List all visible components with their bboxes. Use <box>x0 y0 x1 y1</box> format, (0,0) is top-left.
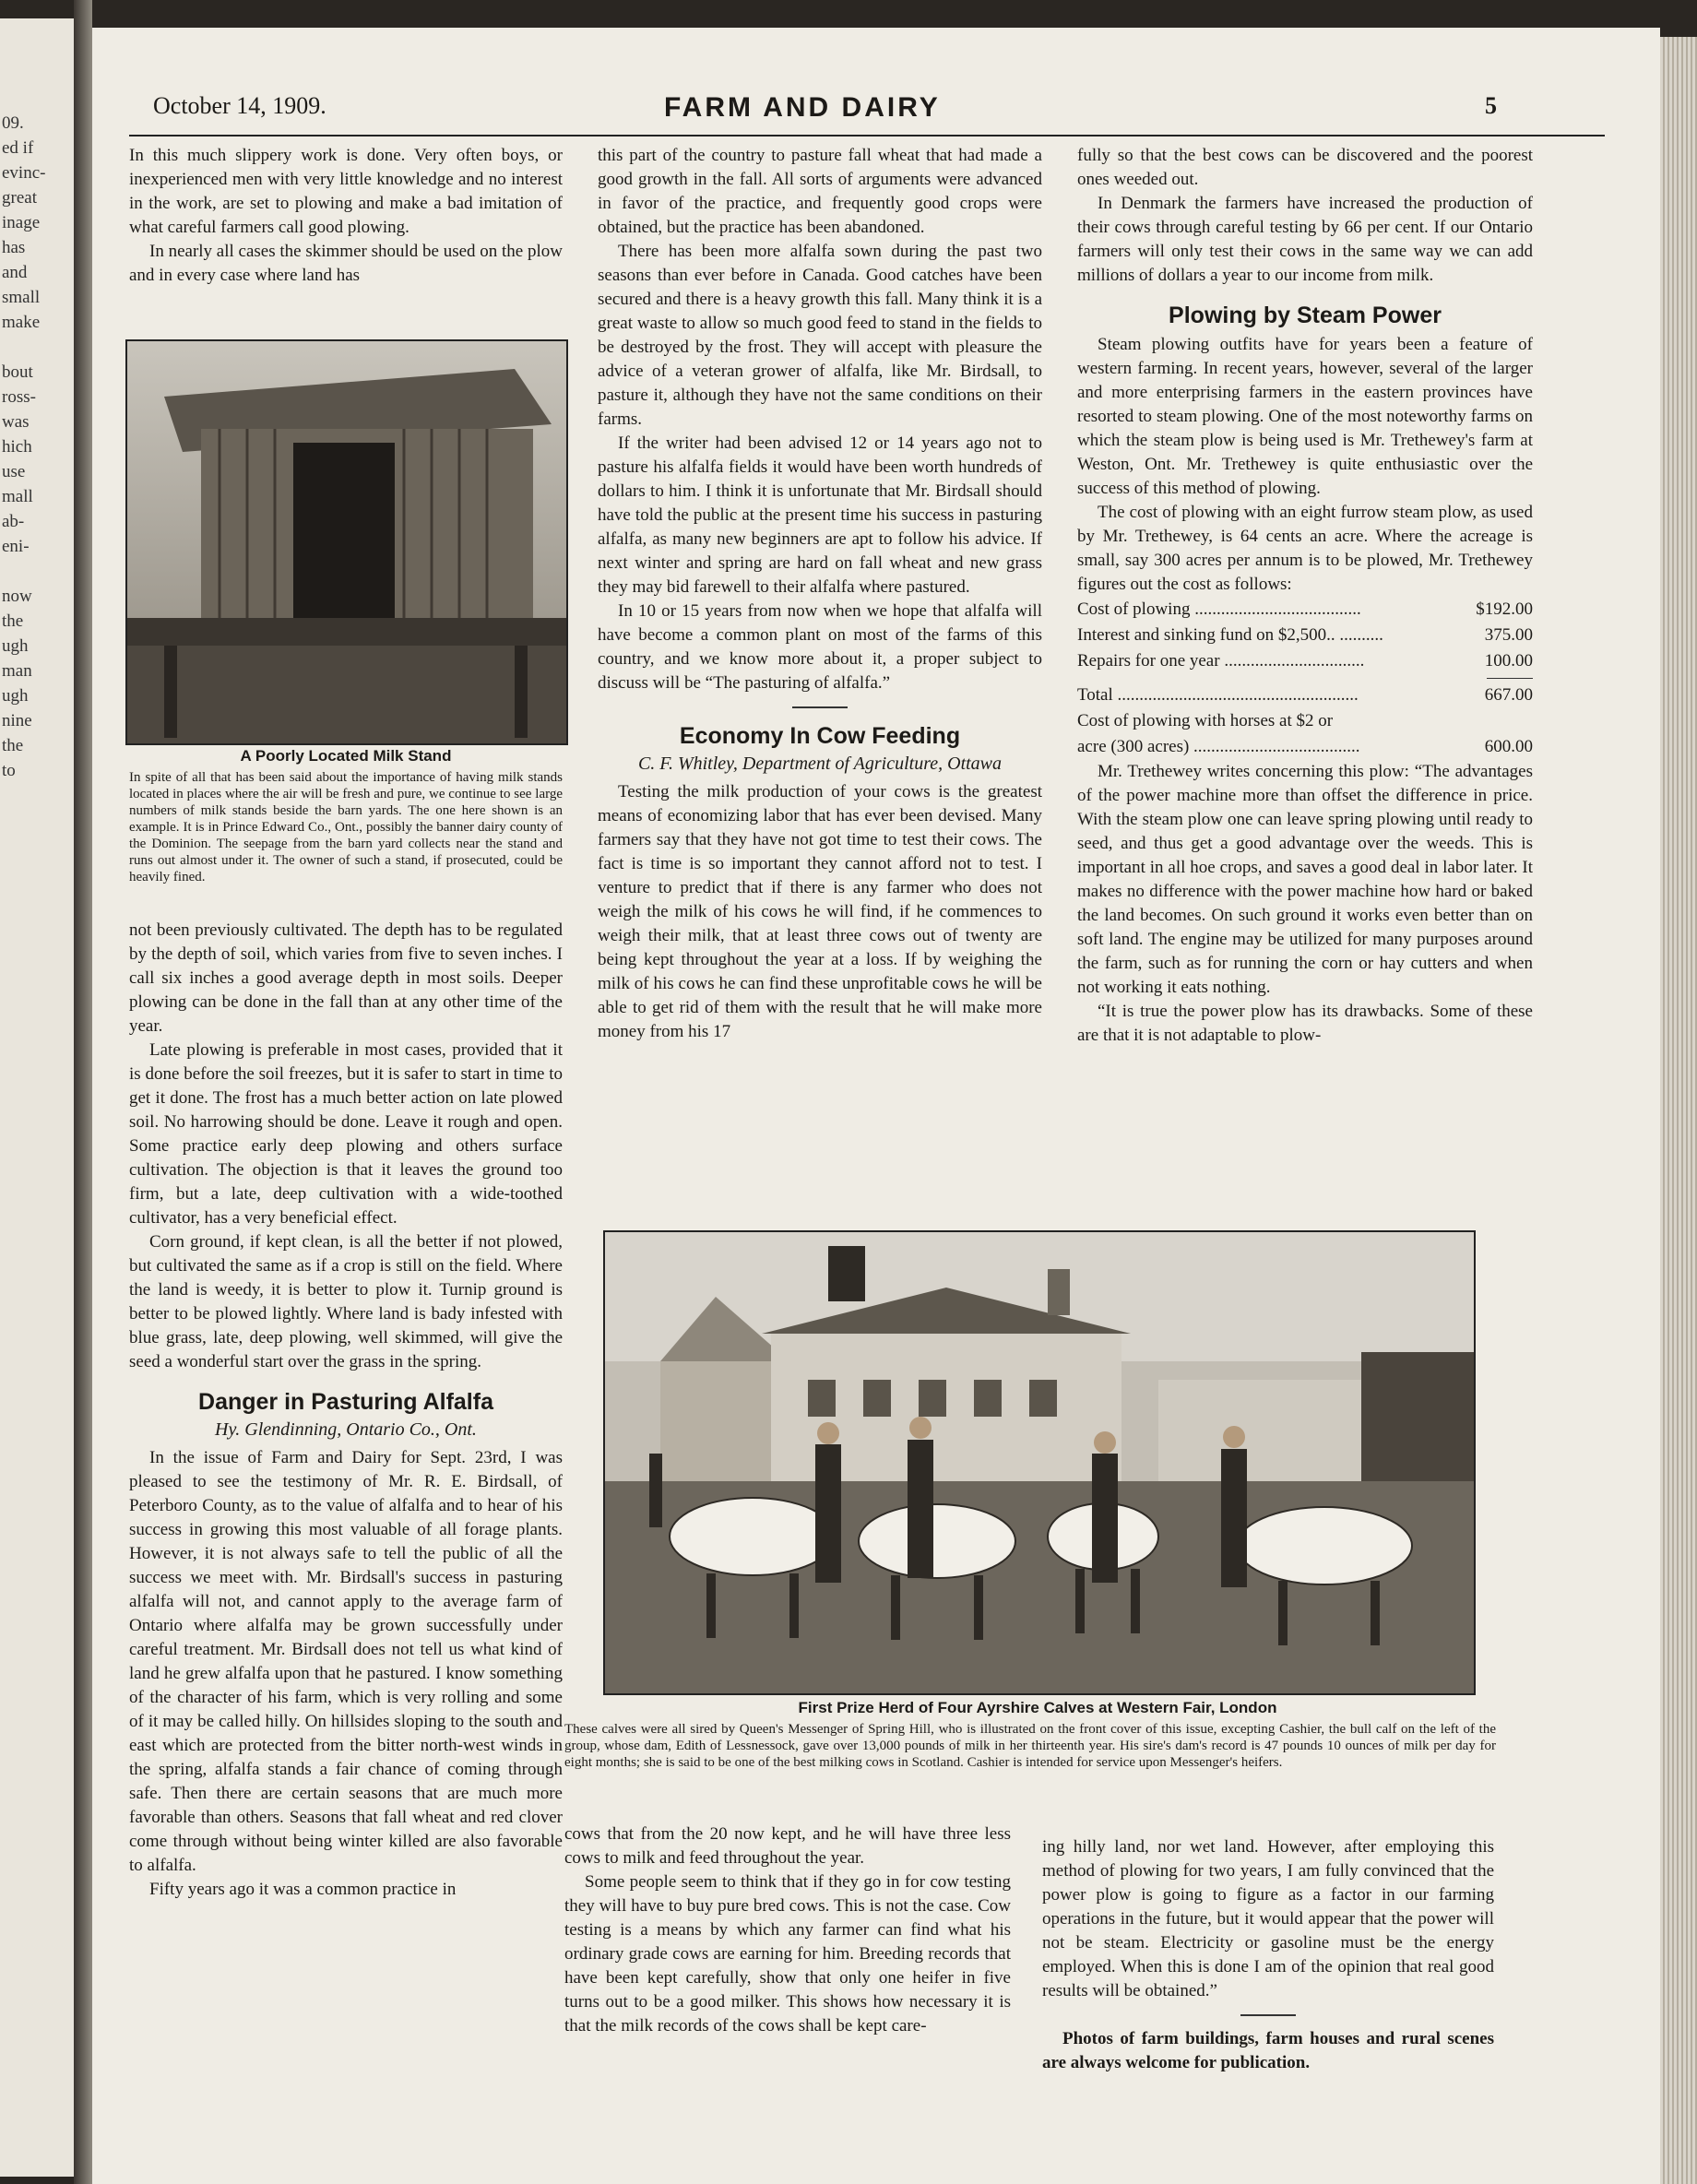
ayrshire-calves-photo <box>603 1230 1476 1695</box>
calves-caption-title: First Prize Herd of Four Ayrshire Calves at Western Fair, London <box>798 1699 1277 1716</box>
total-label: Total ....................................................... <box>1077 685 1359 705</box>
photos-welcome-note: Photos of farm buildings, farm houses and rural scenes are always welcome for publication. <box>1042 2029 1494 2072</box>
header-rule <box>129 135 1605 136</box>
paragraph: There has been more alfalfa sown during the past two seasons than ever before in Canada. Good catches have been secured and there is a heavy growth this fall. Many think it is a great waste to allow so much good feed to stand in the fields to be destroyed by the frost. They will accept with pleasure the advice of a veteran grower of alfalfa, like Mr. Birdsall, to pasture it, although they have not the same conditions on their farms. <box>598 242 1042 429</box>
column-1-top <box>129 144 563 288</box>
previous-page-text: ross- <box>2 387 36 407</box>
alfalfa-heading: Danger in Pasturing Alfalfa <box>198 1389 493 1415</box>
previous-page-text: and <box>2 263 28 282</box>
previous-page-fragment <box>0 18 74 2177</box>
previous-page-text: evinc- <box>2 163 46 183</box>
cost-label: Repairs for one year ................................ <box>1077 651 1365 671</box>
total-value: 667.00 <box>1484 685 1533 705</box>
previous-page-text: ab- <box>2 512 25 531</box>
paragraph: The cost of plowing with an eight furrow steam plow, as used by Mr. Trethewey, is 64 cents an acre. Where the acreage is small, say 300 acres per annum is to be plowed, Mr. Trethewey figures out the cost as follows: <box>1077 503 1533 594</box>
paragraph: Some people seem to think that if they go in for cow testing they will have to buy pure bred cows. This is not the case. Cow testing is a means by which any farmer can find what his ordinary grade cows are earning for him. Breeding records that have been kept carefully, show that only one heifer in five turns out to be a good milker. This shows how necessary it is that the milk records of the cows shall be kept care- <box>564 1872 1011 2036</box>
page-number: 5 <box>1485 92 1497 119</box>
cost-value: 375.00 <box>1484 625 1533 645</box>
cost-row <box>1077 623 1533 648</box>
horses-value: 600.00 <box>1484 737 1533 756</box>
paragraph: this part of the country to pasture fall wheat that had made a good growth in the fall. All sorts of arguments were advanced in favor of the practice, and frequently good crops were obtained, but the practice has been abandoned. <box>598 146 1042 237</box>
calves-caption-text: These calves were all sired by Queen's Messenger of Spring Hill, who is illustrated on the front cover of this issue, excepting Cashier, the bull calf on the left of the group, whose dam, Edith of Lessnessock, gave over 13,000 pounds of milk in her thirteenth year. His sire's dam's record is 47 pounds 10 ounces of milk per day for eight months; she is said to be one of the best milking cows in Scotland. Cashier is intended for service upon Messenger's heifers. <box>564 1722 1496 1770</box>
previous-page-text: has <box>2 238 26 257</box>
previous-page-text: to <box>2 761 16 780</box>
previous-page-text: eni- <box>2 537 30 556</box>
column-2 <box>598 144 1042 1044</box>
paragraph: Mr. Trethewey writes concerning this plow: “The advantages of the power machine more than offset the difference in price. With the steam plow one can leave spring plowing until ready to seed, and thus get a good advantage over the weeds. This is important in all hoe crops, and saves a good deal in labor later. It makes no difference with the power machine how hard or baked the land becomes. On such ground it works even better than on soft land. The engine may be utilized for many purposes around the farm, such as for running the corn or hay cutters and when not working it eats nothing. <box>1077 762 1533 997</box>
issue-date: October 14, 1909. <box>153 92 326 119</box>
previous-page-text: hich <box>2 437 32 457</box>
paragraph: not been previously cultivated. The depth has to be regulated by the depth of soil, which varies from five to seven inches. I call six inches a good average depth in most soils. Deeper plowing can be done in the fall than at any other time of the year. <box>129 920 563 1036</box>
previous-page-text: inage <box>2 213 41 232</box>
milk-stand-photo <box>125 339 568 745</box>
paragraph: In nearly all cases the skimmer should be used on the plow and in every case where land has <box>129 242 563 285</box>
paragraph: “It is true the power plow has its drawbacks. Some of these are that it is not adaptable to plow- <box>1077 1002 1533 1045</box>
paragraph: In 10 or 15 years from now when we hope that alfalfa will have become a common plant on most of the farms of this country, and we know more about it, a proper subject to discuss will be “The pasturing of alfalfa.” <box>598 601 1042 693</box>
steam-heading: Plowing by Steam Power <box>1169 303 1442 328</box>
previous-page-text: 09. <box>2 113 24 133</box>
horses-cost-line: Cost of plowing with horses at $2 or <box>1077 711 1334 730</box>
cost-value: $192.00 <box>1476 599 1533 619</box>
previous-page-text: bout <box>2 362 33 382</box>
cost-row <box>1077 597 1533 623</box>
paragraph: ing hilly land, nor wet land. However, after employing this method of plowing for two years, I am fully convinced that the power plow is going to figure as a factor in our farming operations in the future, but it would appear that the power will not be steam. Electricity or gasoline must be the energy employed. When this is done I am of the opinion that real good results will be obtained.” <box>1042 1837 1494 2000</box>
milk-stand-caption-title: A Poorly Located Milk Stand <box>240 747 452 765</box>
cost-value: 100.00 <box>1484 651 1533 671</box>
paragraph: In the issue of Farm and Dairy for Sept. 23rd, I was pleased to see the testimony of Mr. R. E. Birdsall, of Peterboro County, as to the value of alfalfa and to hear of his success in growing this most valuable of all forage plants. However, it is not always safe to tell the public of all the success we meet with. Mr. Birdsall's success in pasturing alfalfa will not, and cannot apply to the average farm of Ontario where alfalfa may be grown successfully under careful treatment. Mr. Birdsall does not tell us what kind of land he grew alfalfa upon that he pastured. I know something of the character of his farm, which is very rolling and some of it may be called hilly. On hillsides sloping to the south and east which are protected from the bitter north-west winds in the spring, alfalfa stands a fair chance of coming through safe. Then there are certain seasons that are much more favorable than others. Seasons that fall wheat and red clover come through without being winter killed are also favorable to alfalfa. <box>129 1448 563 1875</box>
book-gutter <box>74 0 92 2184</box>
column-1-bottom <box>129 919 563 1902</box>
paragraph: Steam plowing outfits have for years been a feature of western farming. In recent years, however, several of the larger and more enterprising farmers in the eastern provinces have resorted to steam plowing. One of the most noteworthy farms on which the steam plow is being used is Mr. Trethewey's farm at Weston, Ont. Mr. Trethewey is quite enthusiastic over the success of this method of plowing. <box>1077 335 1533 498</box>
cost-label: Interest and sinking fund on $2,500.. .......... <box>1077 625 1383 645</box>
total-rule <box>1487 678 1533 679</box>
column-2-bottom <box>564 1822 1011 2038</box>
milk-stand-caption-text: In spite of all that has been said about the importance of having milk stands located in places where the air will be fresh and pure, we continue to see large numbers of milk stands beside the barn yards. The one here shown is an example. It is in Prince Edward Co., Ont., possibly the banner dairy county of the Dominion. The seepage from the barn yard collects near the stand and runs out almost under it. The owner of such a stand, if prosecuted, could be heavily fined. <box>129 770 563 884</box>
paragraph: If the writer had been advised 12 or 14 years ago not to pasture his alfalfa fields it would have been worth hundreds of dollars to him. I think it is unfortunate that Mr. Birdsall should have told the public at the present time his success in pasturing alfalfa, as many new beginners are apt to follow his advice. If next winter and spring are hard on fall wheat and new grass they may bid farewell to their alfalfa where pastured. <box>598 433 1042 597</box>
horses-label: acre (300 acres) ...................................... <box>1077 737 1360 756</box>
cost-table <box>1077 597 1533 760</box>
horses-cost-row <box>1077 734 1533 760</box>
column-3 <box>1077 144 1533 1048</box>
paragraph: Corn ground, if kept clean, is all the better if not plowed, but cultivated the same as if a crop is still on the field. Where the land is weedy, it is better to plow it. Turnip ground is better to be plowed lightly. Where land is bady infested with blue grass, late, deep plowing, well skimmed, will give the seed a wonderful start over the grass in the spring. <box>129 1232 563 1371</box>
previous-page-text: small <box>2 288 41 307</box>
previous-page-text: the <box>2 611 24 631</box>
paragraph: In this much slippery work is done. Very often boys, or inexperienced men with very little knowledge and no interest in the work, are set to plowing and make a bad imitation of what careful farmers call good plowing. <box>129 146 563 237</box>
paragraph: Late plowing is preferable in most cases, provided that it is done before the soil freezes, but it is safer to start in time to get it done. The frost has a much better action on late plowed soil. No harrowing should be done. Leave it rough and open. Some practice early deep plowing and others surface cultivation. The objection is that it leaves the ground too firm, but a late, deep cultivation with a wide-toothed cultivator, has a very beneficial effect. <box>129 1040 563 1228</box>
section-separator <box>1240 2014 1296 2016</box>
previous-page-text: was <box>2 412 30 432</box>
paragraph: Testing the milk production of your cows is the greatest means of economizing labor that has ever been devised. Many farmers say that they have not got time to test their cows. The fact is time is so important they cannot afford not to test. I venture to predict that if there is any farmer who does not weigh the milk of his cows he will find, if he commences to weigh their milk, that at least three cows out of twenty are being kept throughout the year at a loss. If by weighing the milk of his cows he can find these unprofitable cows he will be able to get rid of them with the result that he will make more money from his 17 <box>598 782 1042 1041</box>
previous-page-text: ugh <box>2 636 29 656</box>
previous-page-text: nine <box>2 711 32 730</box>
newspaper-page <box>92 28 1660 2184</box>
previous-page-text: man <box>2 661 32 681</box>
cost-total-row <box>1077 682 1533 708</box>
previous-page-text: ugh <box>2 686 29 706</box>
paragraph: Fifty years ago it was a common practice in <box>149 1880 457 1899</box>
economy-byline: C. F. Whitley, Department of Agriculture, Ottawa <box>637 754 1003 774</box>
masthead-title: FARM AND DAIRY <box>664 92 941 123</box>
cost-label: Cost of plowing ...................................... <box>1077 599 1361 619</box>
paragraph: In Denmark the farmers have increased the production of their cows through careful testing by 66 per cent. If our Ontario farmers will only test their cows in the same way we can add millions of dollars a year to our income from milk. <box>1077 194 1533 285</box>
section-separator <box>792 706 848 708</box>
previous-page-text: use <box>2 462 26 481</box>
previous-page-text: now <box>2 587 32 606</box>
column-3-bottom <box>1042 1835 1494 2075</box>
economy-heading: Economy In Cow Feeding <box>679 723 961 749</box>
paragraph: cows that from the 20 now kept, and he will have three less cows to milk and feed throughout the year. <box>564 1824 1011 1868</box>
previous-page-text: great <box>2 188 37 208</box>
cost-row <box>1077 648 1533 674</box>
alfalfa-byline: Hy. Glendinning, Ontario Co., Ont. <box>215 1419 477 1440</box>
previous-page-text: make <box>2 313 41 332</box>
paragraph: fully so that the best cows can be discovered and the poorest ones weeded out. <box>1077 146 1533 189</box>
previous-page-text: mall <box>2 487 33 506</box>
previous-page-text: ed if <box>2 138 34 158</box>
previous-page-text: the <box>2 736 24 755</box>
